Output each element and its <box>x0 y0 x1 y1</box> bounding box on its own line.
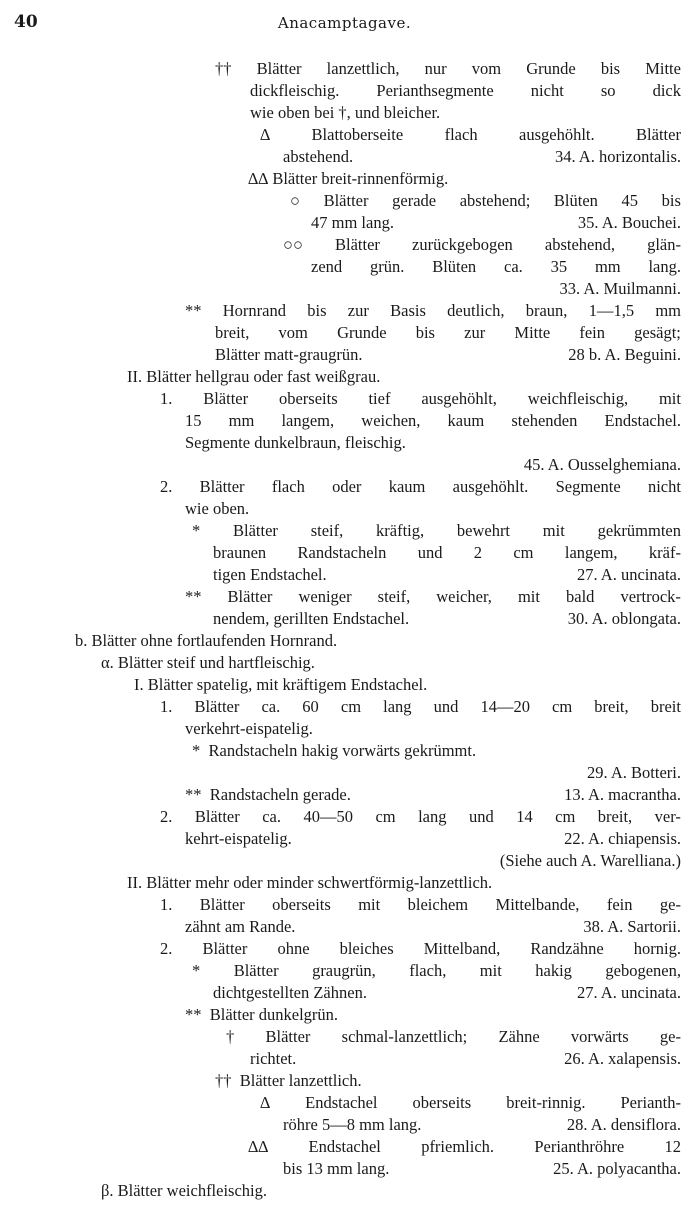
species-reference: 25. A. polyacantha. <box>553 1159 681 1178</box>
key-word: so <box>600 81 616 100</box>
key-word: kaum <box>388 477 426 496</box>
key-line <box>283 234 681 256</box>
key-word: grün. <box>369 257 405 276</box>
key-line: wie oben. <box>185 499 250 518</box>
key-line <box>250 80 681 102</box>
key-word: und <box>468 807 494 826</box>
key-word: vom <box>471 59 502 78</box>
key-word: ausgehöhlt. <box>519 125 595 144</box>
key-word: bleichem <box>407 895 469 914</box>
key-word: breit, <box>594 697 629 716</box>
key-word: mm <box>655 301 681 320</box>
key-line <box>185 300 681 322</box>
key-text: bis 13 mm lang. <box>283 1159 390 1178</box>
key-line: ∆∆ Blätter breit-rinnenförmig. <box>248 169 449 188</box>
species-reference: 28. A. densiflora. <box>566 1115 681 1134</box>
species-reference: 22. A. chiapensis. <box>564 829 681 848</box>
key-word: ausgehöhlt, <box>421 389 497 408</box>
key-word: 2. <box>160 807 173 826</box>
key-word: Endstachel. <box>604 411 681 430</box>
species-reference: 38. A. Sartorii. <box>583 917 681 936</box>
key-word: cm <box>340 697 362 716</box>
key-word: ∆∆ <box>248 1137 269 1156</box>
key-word: Basis <box>390 301 426 320</box>
key-word: steif, <box>377 587 411 606</box>
key-line <box>185 916 681 938</box>
key-line <box>248 1136 681 1158</box>
key-text: nendem, gerillten Endstachel. <box>213 609 410 628</box>
key-word: 1—1,5 <box>588 301 635 320</box>
key-word: ∆ <box>260 1093 271 1112</box>
key-word: weichfleischig, <box>527 389 629 408</box>
key-word: Blätter <box>335 235 380 254</box>
key-word: bewehrt <box>456 521 511 540</box>
key-word: bis <box>600 59 621 78</box>
key-word: ca. <box>261 697 281 716</box>
key-text: richtet. <box>250 1049 297 1068</box>
key-line: α. Blätter steif und hartfleischig. <box>101 653 315 672</box>
key-word: * <box>192 521 201 540</box>
key-word: gerade <box>392 191 437 210</box>
key-word: 40—50 <box>303 807 353 826</box>
key-word: Perianthsegmente <box>376 81 494 100</box>
key-word: Randzähne <box>530 939 604 958</box>
key-line: †† Blätter lanzettlich. <box>215 1071 362 1090</box>
key-text: kehrt-eispatelig. <box>185 829 292 848</box>
key-word: dick <box>652 81 681 100</box>
key-line <box>160 696 681 718</box>
key-line <box>192 762 681 784</box>
key-word: lang <box>418 807 447 826</box>
key-word: Blätter <box>323 191 369 210</box>
key-line: b. Blätter ohne fortlaufenden Hornrand. <box>75 631 338 650</box>
key-word: Blüten <box>553 191 598 210</box>
key-word: lang. <box>648 257 681 276</box>
key-line: I. Blätter spatelig, mit kräftigem Endstachel. <box>134 675 428 694</box>
key-word: Endstachel <box>308 1137 381 1156</box>
key-text: tigen Endstachel. <box>213 565 327 584</box>
page-number: 40 <box>14 12 38 32</box>
key-word: Blätter <box>233 521 278 540</box>
key-line <box>215 58 681 80</box>
key-word: bald <box>566 587 595 606</box>
key-line <box>185 828 681 850</box>
key-word: Blätter <box>227 587 273 606</box>
key-word: Mittelbande, <box>495 895 580 914</box>
key-word: zend <box>311 257 343 276</box>
key-word: Blattoberseite <box>311 125 404 144</box>
species-reference: 13. A. macrantha. <box>564 785 681 804</box>
key-word: Blätter <box>203 389 249 408</box>
key-line <box>185 784 681 806</box>
key-word: 2. <box>160 477 173 496</box>
species-reference: 26. A. xalapensis. <box>564 1049 681 1068</box>
key-word: langem, <box>281 411 335 430</box>
species-reference: (Siehe auch A. Warelliana.) <box>499 851 681 870</box>
key-word: deutlich, <box>447 301 505 320</box>
key-word: 1. <box>160 389 173 408</box>
key-word: 14 <box>516 807 533 826</box>
key-word: 1. <box>160 697 173 716</box>
key-word: 14—20 <box>480 697 530 716</box>
key-word: mit <box>358 895 381 914</box>
key-word: ohne <box>277 939 310 958</box>
species-reference: 29. A. Botteri. <box>587 763 681 782</box>
key-word: und <box>433 697 459 716</box>
species-reference: 34. A. horizontalis. <box>554 147 681 166</box>
key-word: braun, <box>525 301 568 320</box>
key-text: 47 mm lang. <box>311 213 394 232</box>
key-word: abstehend, <box>544 235 615 254</box>
key-word: Perianth- <box>620 1093 681 1112</box>
key-line: II. Blätter hellgrau oder fast weißgrau. <box>127 367 381 386</box>
key-word: 2. <box>160 939 173 958</box>
key-word: Mitte <box>514 323 551 342</box>
key-word: kaum <box>447 411 485 430</box>
key-word: abstehend; <box>459 191 531 210</box>
key-word: Perianthröhre <box>534 1137 625 1156</box>
key-word: Blätter <box>256 59 302 78</box>
key-word: 15 <box>185 411 202 430</box>
key-word: dickfleischig. <box>250 81 340 100</box>
key-word: hornig. <box>633 939 681 958</box>
key-word: cm <box>552 697 573 716</box>
key-word: oder <box>332 477 362 496</box>
key-word: 2 <box>473 543 483 562</box>
key-word: zur <box>347 301 369 320</box>
key-word: oberseits <box>412 1093 472 1112</box>
species-reference: 27. A. uncinata. <box>576 565 681 584</box>
key-word: flach <box>444 125 478 144</box>
key-line <box>213 564 681 586</box>
key-word: Zähne <box>498 1027 540 1046</box>
key-line: wie oben bei †, und bleicher. <box>250 103 441 122</box>
key-text: ** Randstacheln gerade. <box>185 785 351 804</box>
key-line <box>215 344 681 366</box>
key-word: 60 <box>302 697 319 716</box>
key-line <box>283 1158 681 1180</box>
key-word: Hornrand <box>222 301 286 320</box>
key-word: 45 <box>621 191 639 210</box>
key-word: kräftig, <box>376 521 425 540</box>
key-word: vom <box>278 323 308 342</box>
key-word: ○○ <box>283 235 303 254</box>
key-line: verkehrt-eispatelig. <box>185 719 313 738</box>
key-text: zähnt am Rande. <box>185 917 296 936</box>
key-word: ∆ <box>260 125 271 144</box>
key-word: hakig <box>535 961 572 980</box>
key-word: ca. <box>262 807 281 826</box>
key-word: kräf- <box>648 543 681 562</box>
key-line <box>213 542 681 564</box>
key-line <box>185 850 681 872</box>
key-line <box>192 960 681 982</box>
key-word: Blätter <box>194 697 240 716</box>
key-word: vorwärts <box>570 1027 629 1046</box>
key-word: cm <box>513 543 534 562</box>
key-line <box>311 256 681 278</box>
key-word: mit <box>542 521 565 540</box>
key-word: bis <box>415 323 435 342</box>
key-word: Mitte <box>645 59 681 78</box>
key-word: ○ <box>290 191 300 210</box>
key-word: lang <box>383 697 412 716</box>
species-reference: 27. A. uncinata. <box>576 983 681 1002</box>
key-word: Blüten <box>432 257 477 276</box>
key-word: * <box>192 961 201 980</box>
key-word: Segmente <box>555 477 621 496</box>
key-word: Blätter <box>265 1027 311 1046</box>
key-text: röhre 5—8 mm lang. <box>283 1115 422 1134</box>
key-word: mit <box>517 587 540 606</box>
key-line: II. Blätter mehr oder minder schwertförmig-lanzettlich. <box>127 873 493 892</box>
page-header <box>0 6 689 34</box>
key-text: Blätter matt-graugrün. <box>215 345 363 364</box>
key-line <box>226 1026 681 1048</box>
key-line: * Randstacheln hakig vorwärts gekrümmt. <box>192 741 477 760</box>
key-word: breit <box>650 697 681 716</box>
key-line <box>160 476 681 498</box>
key-line <box>260 1092 681 1114</box>
key-word: Mittelband, <box>423 939 501 958</box>
key-word: breit, <box>215 323 250 342</box>
key-word: nur <box>424 59 447 78</box>
key-word: Grunde <box>337 323 387 342</box>
key-word: vertrock- <box>620 587 681 606</box>
key-word: bleiches <box>339 939 394 958</box>
key-word: Grunde <box>526 59 576 78</box>
key-line <box>160 388 681 410</box>
key-word: 12 <box>664 1137 681 1156</box>
key-word: langem, <box>564 543 618 562</box>
species-reference: 30. A. oblongata. <box>567 609 681 628</box>
key-word: ver- <box>654 807 681 826</box>
key-word: braunen <box>213 543 267 562</box>
key-line <box>215 322 681 344</box>
key-word: gebogenen, <box>605 961 681 980</box>
species-reference: 33. A. Muilmanni. <box>559 279 681 298</box>
key-word: Blätter <box>199 895 245 914</box>
key-word: lanzettlich, <box>326 59 400 78</box>
key-word: zur <box>464 323 486 342</box>
key-line <box>213 608 681 630</box>
key-word: ge- <box>659 895 681 914</box>
key-word: 35 <box>550 257 568 276</box>
key-word: 1. <box>160 895 173 914</box>
key-word: fein <box>579 323 605 342</box>
key-line: ** Blätter dunkelgrün. <box>185 1005 339 1024</box>
key-line <box>185 454 681 476</box>
key-line <box>311 212 681 234</box>
key-word: zurückgebogen <box>412 235 513 254</box>
key-word: stehenden <box>511 411 578 430</box>
species-reference: 28 b. A. Beguini. <box>568 345 681 364</box>
key-line <box>160 894 681 916</box>
key-word: fein <box>606 895 633 914</box>
key-line <box>290 190 681 212</box>
key-word: cm <box>555 807 576 826</box>
key-word: gekrümmten <box>597 521 681 540</box>
key-line: Segmente dunkelbraun, fleischig. <box>185 433 406 452</box>
species-reference: 45. A. Ousselghemiana. <box>523 455 681 474</box>
key-word: glän- <box>647 235 681 254</box>
key-line <box>160 938 681 960</box>
key-word: oberseits <box>272 895 331 914</box>
key-word: Blätter <box>194 807 240 826</box>
key-word: schmal-lanzettlich; <box>341 1027 468 1046</box>
key-line <box>192 520 681 542</box>
species-reference: 35. A. Bouchei. <box>577 213 681 232</box>
key-word: nicht <box>530 81 564 100</box>
key-word: weicher, <box>436 587 492 606</box>
key-word: breit, <box>597 807 633 826</box>
key-word: Blätter <box>199 477 245 496</box>
key-word: weichen, <box>361 411 421 430</box>
key-word: graugrün, <box>312 961 376 980</box>
key-word: Blätter <box>233 961 279 980</box>
key-word: gesägt; <box>634 323 681 342</box>
running-title: Anacamptagave. <box>277 14 412 32</box>
key-word: Randstacheln <box>297 543 387 562</box>
key-text: dichtgestellten Zähnen. <box>213 983 367 1002</box>
key-line: β. Blätter weichfleischig. <box>101 1181 268 1200</box>
key-word: ausgehöhlt. <box>452 477 529 496</box>
key-word: mm <box>228 411 255 430</box>
key-text: abstehend. <box>283 147 354 166</box>
key-word: mit <box>479 961 502 980</box>
key-word: †† <box>215 59 232 78</box>
key-word: breit-rinnig. <box>506 1093 586 1112</box>
key-word: nicht <box>647 477 681 496</box>
key-word: Endstachel <box>305 1093 378 1112</box>
key-word: Blätter <box>202 939 248 958</box>
key-line <box>283 146 681 168</box>
key-word: ** <box>185 587 202 606</box>
key-word: Blätter <box>636 125 681 144</box>
key-line <box>185 410 681 432</box>
key-word: ca. <box>504 257 523 276</box>
key-line <box>185 586 681 608</box>
key-word: flach, <box>409 961 447 980</box>
key-word: mm <box>594 257 621 276</box>
key-word: mit <box>658 389 681 408</box>
key-word: weniger <box>298 587 352 606</box>
key-line <box>213 982 681 1004</box>
key-word: und <box>417 543 443 562</box>
key-word: ** <box>185 301 202 320</box>
key-word: cm <box>375 807 396 826</box>
key-line <box>283 1114 681 1136</box>
key-word: † <box>226 1027 235 1046</box>
key-line <box>311 278 681 300</box>
key-word: bis <box>661 191 681 210</box>
key-word: pfriemlich. <box>421 1137 495 1156</box>
key-line <box>260 124 681 146</box>
key-word: flach <box>271 477 305 496</box>
key-word: oberseits <box>278 389 338 408</box>
key-word: steif, <box>310 521 344 540</box>
key-word: ge- <box>659 1027 681 1046</box>
key-word: bis <box>307 301 327 320</box>
key-line <box>250 1048 681 1070</box>
key-line <box>160 806 681 828</box>
key-word: tief <box>368 389 391 408</box>
